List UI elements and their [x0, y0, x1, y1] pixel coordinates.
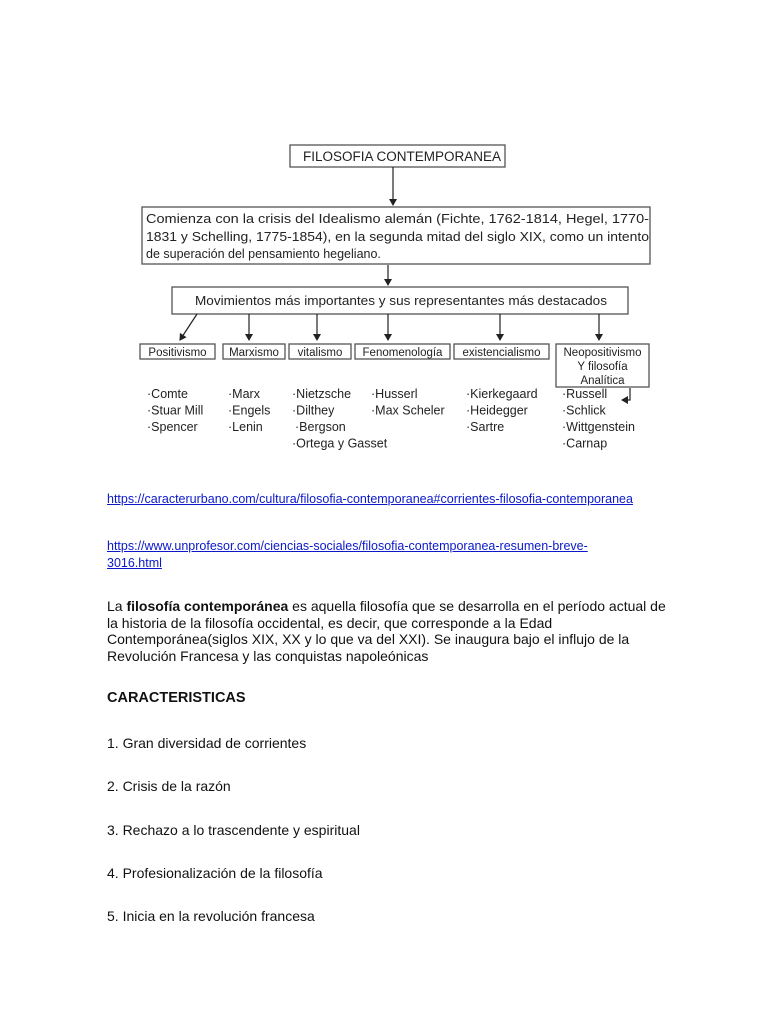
- representative-1-3: ·Spencer: [147, 420, 198, 434]
- representative-5-1: ·Kierkegaard: [466, 387, 538, 401]
- representative-3-2: ·Dilthey: [292, 403, 335, 418]
- representative-6-3: ·Wittgenstein: [562, 420, 635, 434]
- link-unprofesor[interactable]: [107, 538, 667, 572]
- representative-1-2: ·Stuar Mill: [147, 403, 204, 418]
- representative-2-3: ·Lenin: [228, 420, 263, 434]
- link-unprofesor-line-1[interactable]: https://www.unprofesor.com/ciencias-sociales/filosofia-contemporanea-resumen-breve-: [107, 539, 588, 553]
- representative-4-1: ·Husserl: [371, 387, 418, 401]
- intro-pre: La: [107, 598, 127, 614]
- movement-name-3-line-1: vitalismo: [297, 347, 343, 359]
- characteristic-item-1: 1. Gran diversidad de corrientes: [107, 735, 307, 751]
- movement-arrow-1: [180, 314, 197, 340]
- movement-name-6-line-3: Analítica: [580, 375, 625, 387]
- representative-2-2: ·Engels: [228, 403, 271, 418]
- representative-3-3: ·Bergson: [295, 420, 346, 434]
- movements-group: [140, 314, 649, 451]
- movement-name-1-line-1: Positivismo: [148, 347, 207, 359]
- representative-5-2: ·Heidegger: [466, 403, 528, 418]
- representative-3-4: ·Ortega y Gasset: [292, 436, 388, 451]
- representative-5-3: ·Sartre: [466, 420, 505, 434]
- characteristic-item-3: 3. Rechazo a lo trascendente y espiritual: [107, 822, 360, 838]
- characteristic-item-5: 5. Inicia en la revolución francesa: [107, 908, 315, 924]
- diagram-title: FILOSOFIA CONTEMPORANEA: [303, 149, 502, 164]
- diagram-description-line-1: Comienza con la crisis del Idealismo alemán (Fichte, 1762-1814, Hegel, 1770-: [146, 212, 649, 226]
- movement-name-5-line-1: existencialismo: [462, 347, 541, 359]
- intro-paragraph: [107, 598, 667, 664]
- philosophy-diagram: [0, 0, 768, 470]
- movement-name-2-line-1: Marxismo: [229, 347, 279, 359]
- movement-name-4-line-1: Fenomenología: [362, 347, 443, 359]
- movement-name-6-line-1: Neopositivismo: [563, 347, 642, 359]
- representative-4-2: ·Max Scheler: [371, 403, 445, 418]
- movements-header: Movimientos más importantes y sus representantes más destacados: [195, 294, 607, 308]
- link-unprofesor-line-2[interactable]: 3016.html: [107, 556, 162, 570]
- intro-post: es aquella filosofía que se desarrolla en el período actual de la historia de la filosofía occidental, es decir, que corresponde a la Edad Contemporánea(siglos XIX, XX y lo que va del XXI). Se inaugura bajo el influjo de la Revolución Francesa y las conquistas napoleónicas: [107, 598, 666, 664]
- representative-6-2: ·Schlick: [562, 403, 606, 418]
- representative-1-1: ·Comte: [147, 387, 188, 401]
- return-arrow: [622, 388, 630, 400]
- link-caracterurbano[interactable]: [107, 491, 667, 508]
- diagram-description-line-2: 1831 y Schelling, 1775-1854), en la segunda mitad del siglo XIX, como un intento: [146, 230, 650, 244]
- representative-6-4: ·Carnap: [562, 436, 608, 451]
- intro-bold-term: filosofía contemporánea: [126, 598, 289, 614]
- representative-6-1: ·Russell: [562, 387, 608, 401]
- link-caracterurbano-text[interactable]: https://caracterurbano.com/cultura/filosofia-contemporanea#corrientes-filosofia-contemporanea: [107, 492, 633, 506]
- movement-name-6-line-2: Y filosofía: [577, 361, 628, 373]
- characteristics-heading: CARACTERISTICAS: [107, 690, 246, 706]
- representative-3-1: ·Nietzsche: [292, 387, 352, 401]
- representative-2-1: ·Marx: [228, 387, 260, 401]
- characteristic-item-4: 4. Profesionalización de la filosofía: [107, 865, 323, 881]
- diagram-description-line-3: de superación del pensamiento hegeliano.: [146, 247, 381, 261]
- characteristic-item-2: 2. Crisis de la razón: [107, 778, 231, 794]
